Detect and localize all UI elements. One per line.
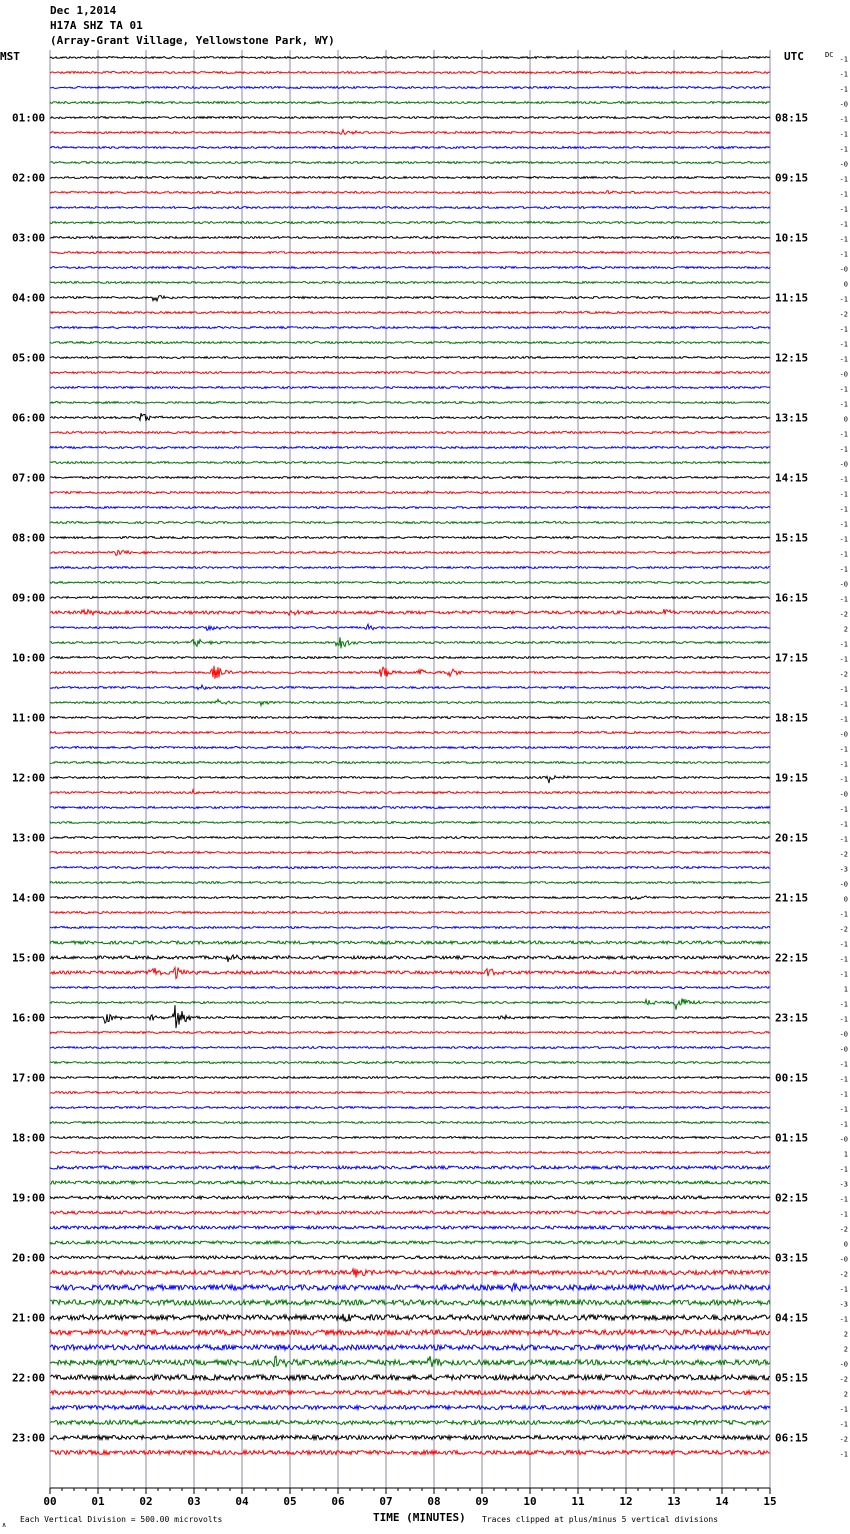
trace-row-17 — [50, 312, 770, 314]
mst-hour-label: 02:00 — [12, 171, 46, 185]
trace-row-25 — [50, 432, 770, 434]
dc-offset-value: -0 — [839, 790, 848, 799]
trace-row-61 — [50, 968, 770, 979]
dc-offset-value: -1 — [839, 805, 848, 814]
trace-row-30 — [50, 507, 770, 509]
x-tick-label: 04 — [235, 1495, 249, 1508]
x-tick-label: 02 — [139, 1495, 153, 1508]
x-tick-label: 08 — [427, 1495, 441, 1508]
x-tick-label: 07 — [379, 1495, 393, 1508]
mst-hour-label: 11:00 — [12, 711, 46, 725]
dc-offset-value: -1 — [839, 700, 848, 709]
dc-offset-value: -2 — [839, 1375, 848, 1384]
trace-row-87 — [50, 1356, 770, 1367]
trace-row-29 — [50, 491, 770, 494]
mst-hour-label: 09:00 — [12, 591, 46, 605]
x-tick-label: 09 — [475, 1495, 489, 1508]
dc-offset-value: -1 — [839, 940, 848, 949]
trace-row-12 — [50, 236, 770, 239]
dc-offset-value: -1 — [839, 430, 848, 439]
mst-hour-label: 08:00 — [12, 531, 46, 545]
utc-hour-label: 05:15 — [775, 1371, 809, 1385]
dc-offset-value: -0 — [839, 730, 848, 739]
dc-offset-value: -0 — [839, 1360, 848, 1369]
trace-row-59 — [50, 941, 770, 944]
trace-row-71 — [50, 1122, 770, 1124]
trace-row-35 — [50, 582, 770, 584]
trace-row-51 — [50, 822, 770, 824]
trace-row-70 — [50, 1107, 770, 1109]
mst-hour-label: 23:00 — [12, 1431, 46, 1445]
trace-row-73 — [50, 1152, 770, 1154]
dc-offset-value: -2 — [839, 850, 848, 859]
dc-offset-value: -1 — [839, 400, 848, 409]
dc-offset-value: -0 — [839, 100, 848, 109]
dc-offset-value: 0 — [843, 415, 848, 424]
dc-offset-value: -1 — [839, 1120, 848, 1129]
trace-row-47 — [50, 762, 770, 764]
trace-row-4 — [50, 117, 770, 119]
trace-row-34 — [50, 567, 770, 569]
dc-offset-value: -1 — [839, 250, 848, 259]
dc-offset-value: -1 — [839, 505, 848, 514]
trace-row-38 — [50, 624, 770, 630]
trace-row-44 — [50, 717, 770, 719]
dc-offset-value: -1 — [839, 1450, 848, 1459]
trace-row-80 — [50, 1256, 770, 1259]
trace-row-86 — [50, 1345, 770, 1350]
trace-row-9 — [50, 191, 770, 194]
mst-hour-label: 16:00 — [12, 1011, 46, 1025]
dc-offset-value: -0 — [839, 370, 848, 379]
trace-row-0 — [50, 57, 770, 59]
dc-offset-value: -1 — [839, 685, 848, 694]
trace-row-48 — [50, 776, 770, 783]
trace-row-6 — [50, 147, 770, 149]
trace-row-52 — [50, 837, 770, 839]
utc-hour-label: 06:15 — [775, 1431, 809, 1445]
utc-hour-label: 01:15 — [775, 1131, 809, 1145]
trace-row-66 — [50, 1047, 770, 1049]
dc-offset-value: -1 — [839, 1060, 848, 1069]
dc-offset-value: -1 — [839, 640, 848, 649]
trace-row-91 — [50, 1420, 770, 1424]
trace-row-57 — [50, 912, 770, 914]
trace-row-10 — [50, 207, 770, 209]
dc-offset-value: -1 — [839, 1285, 848, 1294]
utc-hour-label: 13:15 — [775, 411, 809, 425]
x-axis-ticks — [43, 1488, 776, 1508]
trace-row-27 — [50, 462, 770, 464]
mst-hour-label: 01:00 — [12, 111, 46, 125]
dc-offset-value: -1 — [839, 1090, 848, 1099]
mst-hour-label: 03:00 — [12, 231, 46, 245]
trace-row-84 — [50, 1314, 770, 1322]
utc-hour-label: 04:15 — [775, 1311, 809, 1325]
dc-offset-value: -0 — [839, 1045, 848, 1054]
trace-row-43 — [50, 699, 770, 705]
trace-row-67 — [50, 1062, 770, 1064]
trace-row-14 — [50, 267, 770, 269]
trace-row-83 — [50, 1300, 770, 1305]
mst-hour-label: 05:00 — [12, 351, 46, 365]
mst-hour-label: 07:00 — [12, 471, 46, 485]
utc-hour-label: 15:15 — [775, 531, 809, 545]
dc-offset-value: -0 — [839, 160, 848, 169]
trace-row-13 — [50, 252, 770, 254]
trace-row-42 — [50, 685, 770, 690]
dc-offset-value: 2 — [843, 1390, 848, 1399]
trace-row-20 — [50, 357, 770, 359]
dc-offset-value: 2 — [843, 1330, 848, 1339]
trace-row-23 — [50, 402, 770, 404]
dc-offset-value: -1 — [839, 910, 848, 919]
mst-hour-label: 21:00 — [12, 1311, 46, 1325]
dc-offset-value: -1 — [839, 1075, 848, 1084]
dc-offset-value: -1 — [839, 445, 848, 454]
utc-hour-label: 03:15 — [775, 1251, 809, 1265]
left-timezone-label: MST — [0, 50, 20, 63]
dc-offset-value: -1 — [839, 1105, 848, 1114]
dc-offset-value: -1 — [839, 325, 848, 334]
trace-row-62 — [50, 987, 770, 989]
trace-row-54 — [50, 867, 770, 869]
dc-offset-value: -1 — [839, 520, 848, 529]
dc-offset-value: -1 — [839, 1015, 848, 1024]
dc-offset-value: 1 — [843, 985, 848, 994]
x-tick-label: 10 — [523, 1495, 537, 1508]
trace-row-5 — [50, 130, 770, 135]
utc-hour-label: 21:15 — [775, 891, 809, 905]
clip-note: Traces clipped at plus/minus 5 vertical divisions — [482, 1515, 719, 1524]
dc-offset-value: -2 — [839, 610, 848, 619]
trace-row-93 — [50, 1450, 770, 1454]
dc-offset-value: -1 — [839, 1210, 848, 1219]
dc-offset-value: -0 — [839, 265, 848, 274]
right-timezone-label: UTC — [784, 50, 804, 63]
dc-offset-value: -1 — [839, 355, 848, 364]
dc-offset-value: -2 — [839, 670, 848, 679]
trace-row-79 — [50, 1241, 770, 1244]
dc-offset-value: -1 — [839, 1000, 848, 1009]
dc-offset-value: -0 — [839, 1135, 848, 1144]
trace-row-72 — [50, 1137, 770, 1139]
x-tick-label: 01 — [91, 1495, 105, 1508]
dc-offset-value: -1 — [839, 190, 848, 199]
station-name: H17A SHZ TA 01 — [50, 19, 143, 32]
trace-row-15 — [50, 282, 770, 284]
utc-hour-label: 23:15 — [775, 1011, 809, 1025]
trace-row-16 — [50, 296, 770, 301]
mst-hour-label: 17:00 — [12, 1071, 46, 1085]
trace-row-3 — [50, 102, 770, 104]
utc-hour-label: 12:15 — [775, 351, 809, 365]
dc-offset-value: -1 — [839, 145, 848, 154]
trace-row-64 — [50, 1005, 770, 1028]
x-tick-label: 15 — [763, 1495, 777, 1508]
trace-row-53 — [50, 852, 770, 854]
trace-row-75 — [50, 1181, 770, 1184]
trace-row-88 — [50, 1375, 770, 1380]
mst-hour-label: 19:00 — [12, 1191, 46, 1205]
trace-row-90 — [50, 1405, 770, 1409]
mst-hour-label: 04:00 — [12, 291, 46, 305]
x-tick-label: 06 — [331, 1495, 345, 1508]
dc-offset-value: -0 — [839, 880, 848, 889]
trace-row-21 — [50, 372, 770, 374]
trace-row-74 — [50, 1166, 770, 1169]
dc-offset-value: -1 — [839, 715, 848, 724]
dc-offset-value: -1 — [839, 820, 848, 829]
dc-offset-value: -1 — [839, 745, 848, 754]
trace-row-31 — [50, 522, 770, 524]
dc-offset-value: -1 — [839, 775, 848, 784]
trace-row-19 — [50, 342, 770, 344]
trace-row-76 — [50, 1196, 770, 1199]
mst-hour-label: 06:00 — [12, 411, 46, 425]
trace-row-63 — [50, 998, 770, 1009]
trace-row-49 — [50, 790, 770, 794]
x-axis-title: TIME (MINUTES) — [373, 1511, 466, 1524]
trace-row-46 — [50, 747, 770, 749]
trace-row-26 — [50, 447, 770, 449]
utc-hour-label: 08:15 — [775, 111, 809, 125]
mst-hour-label: 15:00 — [12, 951, 46, 965]
dc-offset-value: -1 — [839, 1165, 848, 1174]
trace-row-37 — [50, 609, 770, 615]
dc-offset-value: -1 — [839, 490, 848, 499]
dc-offset-value: 0 — [843, 280, 848, 289]
dc-label: DC — [825, 51, 834, 59]
trace-row-18 — [50, 327, 770, 329]
trace-row-33 — [50, 550, 770, 555]
dc-offset-value: -1 — [839, 760, 848, 769]
trace-row-85 — [50, 1330, 770, 1335]
trace-row-24 — [50, 413, 770, 421]
dc-offset-value: 2 — [843, 1345, 848, 1354]
dc-offset-value: -2 — [839, 1225, 848, 1234]
trace-row-92 — [50, 1435, 770, 1439]
dc-offset-value: -1 — [839, 475, 848, 484]
dc-offset-value: -1 — [839, 1315, 848, 1324]
mst-hour-label: 14:00 — [12, 891, 46, 905]
trace-row-56 — [50, 896, 770, 899]
dc-offset-value: -2 — [839, 1435, 848, 1444]
trace-row-45 — [50, 732, 770, 734]
dc-offset-value: -1 — [839, 1195, 848, 1204]
trace-row-82 — [50, 1283, 770, 1291]
mst-hour-label: 13:00 — [12, 831, 46, 845]
trace-row-2 — [50, 87, 770, 89]
utc-hour-label: 19:15 — [775, 771, 809, 785]
mst-hour-label: 22:00 — [12, 1371, 46, 1385]
dc-offset-value: -1 — [839, 205, 848, 214]
dc-offset-value: -1 — [839, 955, 848, 964]
dc-offset-value: -1 — [839, 970, 848, 979]
dc-offset-value: -1 — [839, 85, 848, 94]
utc-hour-label: 00:15 — [775, 1071, 809, 1085]
trace-row-11 — [50, 222, 770, 224]
trace-row-68 — [50, 1077, 770, 1079]
dc-offset-value: -1 — [839, 70, 848, 79]
trace-row-78 — [50, 1226, 770, 1229]
trace-row-36 — [50, 597, 770, 599]
dc-offset-value: -2 — [839, 1270, 848, 1279]
dc-offset-value: -1 — [839, 835, 848, 844]
dc-offset-value: -1 — [839, 535, 848, 544]
dc-offset-value: -3 — [839, 1180, 848, 1189]
trace-row-65 — [50, 1032, 770, 1034]
dc-offset-value: -0 — [839, 580, 848, 589]
dc-offset-value: -2 — [839, 310, 848, 319]
dc-offset-value: -1 — [839, 1420, 848, 1429]
utc-hour-label: 16:15 — [775, 591, 809, 605]
trace-row-58 — [50, 927, 770, 929]
dc-offset-value: -1 — [839, 220, 848, 229]
mst-hour-label: 20:00 — [12, 1251, 46, 1265]
dc-offset-value: -2 — [839, 925, 848, 934]
trace-row-40 — [50, 657, 770, 659]
dc-offset-value: -1 — [839, 295, 848, 304]
utc-hour-label: 11:15 — [775, 291, 809, 305]
x-tick-label: 05 — [283, 1495, 297, 1508]
dc-offset-value: -1 — [839, 235, 848, 244]
dc-offset-value: -1 — [839, 655, 848, 664]
trace-row-7 — [50, 162, 770, 164]
trace-row-81 — [50, 1269, 770, 1278]
dc-offset-value: 0 — [843, 895, 848, 904]
trace-row-50 — [50, 807, 770, 809]
chart-date: Dec 1,2014 — [50, 4, 117, 17]
trace-row-32 — [50, 537, 770, 539]
station-location: (Array-Grant Village, Yellowstone Park, WY) — [50, 34, 335, 47]
dc-offset-value: 1 — [843, 1150, 848, 1159]
dc-offset-value: -1 — [839, 340, 848, 349]
dc-offset-value: -1 — [839, 55, 848, 64]
utc-hour-label: 18:15 — [775, 711, 809, 725]
x-tick-label: 12 — [619, 1495, 633, 1508]
utc-hour-label: 20:15 — [775, 831, 809, 845]
dc-offset-value: -3 — [839, 1300, 848, 1309]
utc-hour-label: 17:15 — [775, 651, 809, 665]
x-tick-label: 11 — [571, 1495, 585, 1508]
dc-offset-value: 0 — [843, 1240, 848, 1249]
x-tick-label: 13 — [667, 1495, 681, 1508]
utc-hour-label: 02:15 — [775, 1191, 809, 1205]
dc-offset-value: -1 — [839, 385, 848, 394]
x-tick-label: 00 — [43, 1495, 57, 1508]
time-labels — [12, 56, 848, 1459]
trace-row-89 — [50, 1390, 770, 1394]
mst-hour-label: 12:00 — [12, 771, 46, 785]
trace-row-69 — [50, 1092, 770, 1094]
dc-offset-value: -3 — [839, 865, 848, 874]
trace-row-1 — [50, 72, 770, 74]
utc-hour-label: 09:15 — [775, 171, 809, 185]
mst-hour-label: 10:00 — [12, 651, 46, 665]
dc-offset-value: -0 — [839, 1255, 848, 1264]
dc-offset-value: -1 — [839, 1405, 848, 1414]
utc-hour-label: 14:15 — [775, 471, 809, 485]
trace-row-41 — [50, 666, 770, 679]
seismic-traces — [50, 57, 770, 1455]
trace-row-8 — [50, 177, 770, 179]
utc-hour-label: 10:15 — [775, 231, 809, 245]
dc-offset-value: -1 — [839, 565, 848, 574]
dc-offset-value: -1 — [839, 115, 848, 124]
mst-hour-label: 18:00 — [12, 1131, 46, 1145]
trace-row-60 — [50, 955, 770, 962]
x-tick-label: 14 — [715, 1495, 729, 1508]
x-tick-label: 03 — [187, 1495, 201, 1508]
utc-hour-label: 22:15 — [775, 951, 809, 965]
dc-offset-value: -0 — [839, 1030, 848, 1039]
dc-offset-value: -1 — [839, 550, 848, 559]
dc-offset-value: -1 — [839, 175, 848, 184]
trace-row-22 — [50, 387, 770, 389]
dc-offset-value: -1 — [839, 595, 848, 604]
vertical-division-note: Each Vertical Division = 500.00 microvolts — [20, 1515, 223, 1524]
corner-mark: ∧ — [2, 1521, 7, 1529]
dc-offset-value: 2 — [843, 625, 848, 634]
trace-row-55 — [50, 882, 770, 884]
trace-row-28 — [50, 477, 770, 479]
dc-offset-value: -1 — [839, 130, 848, 139]
dc-offset-value: -0 — [839, 460, 848, 469]
trace-row-77 — [50, 1211, 770, 1214]
trace-row-39 — [50, 637, 770, 648]
